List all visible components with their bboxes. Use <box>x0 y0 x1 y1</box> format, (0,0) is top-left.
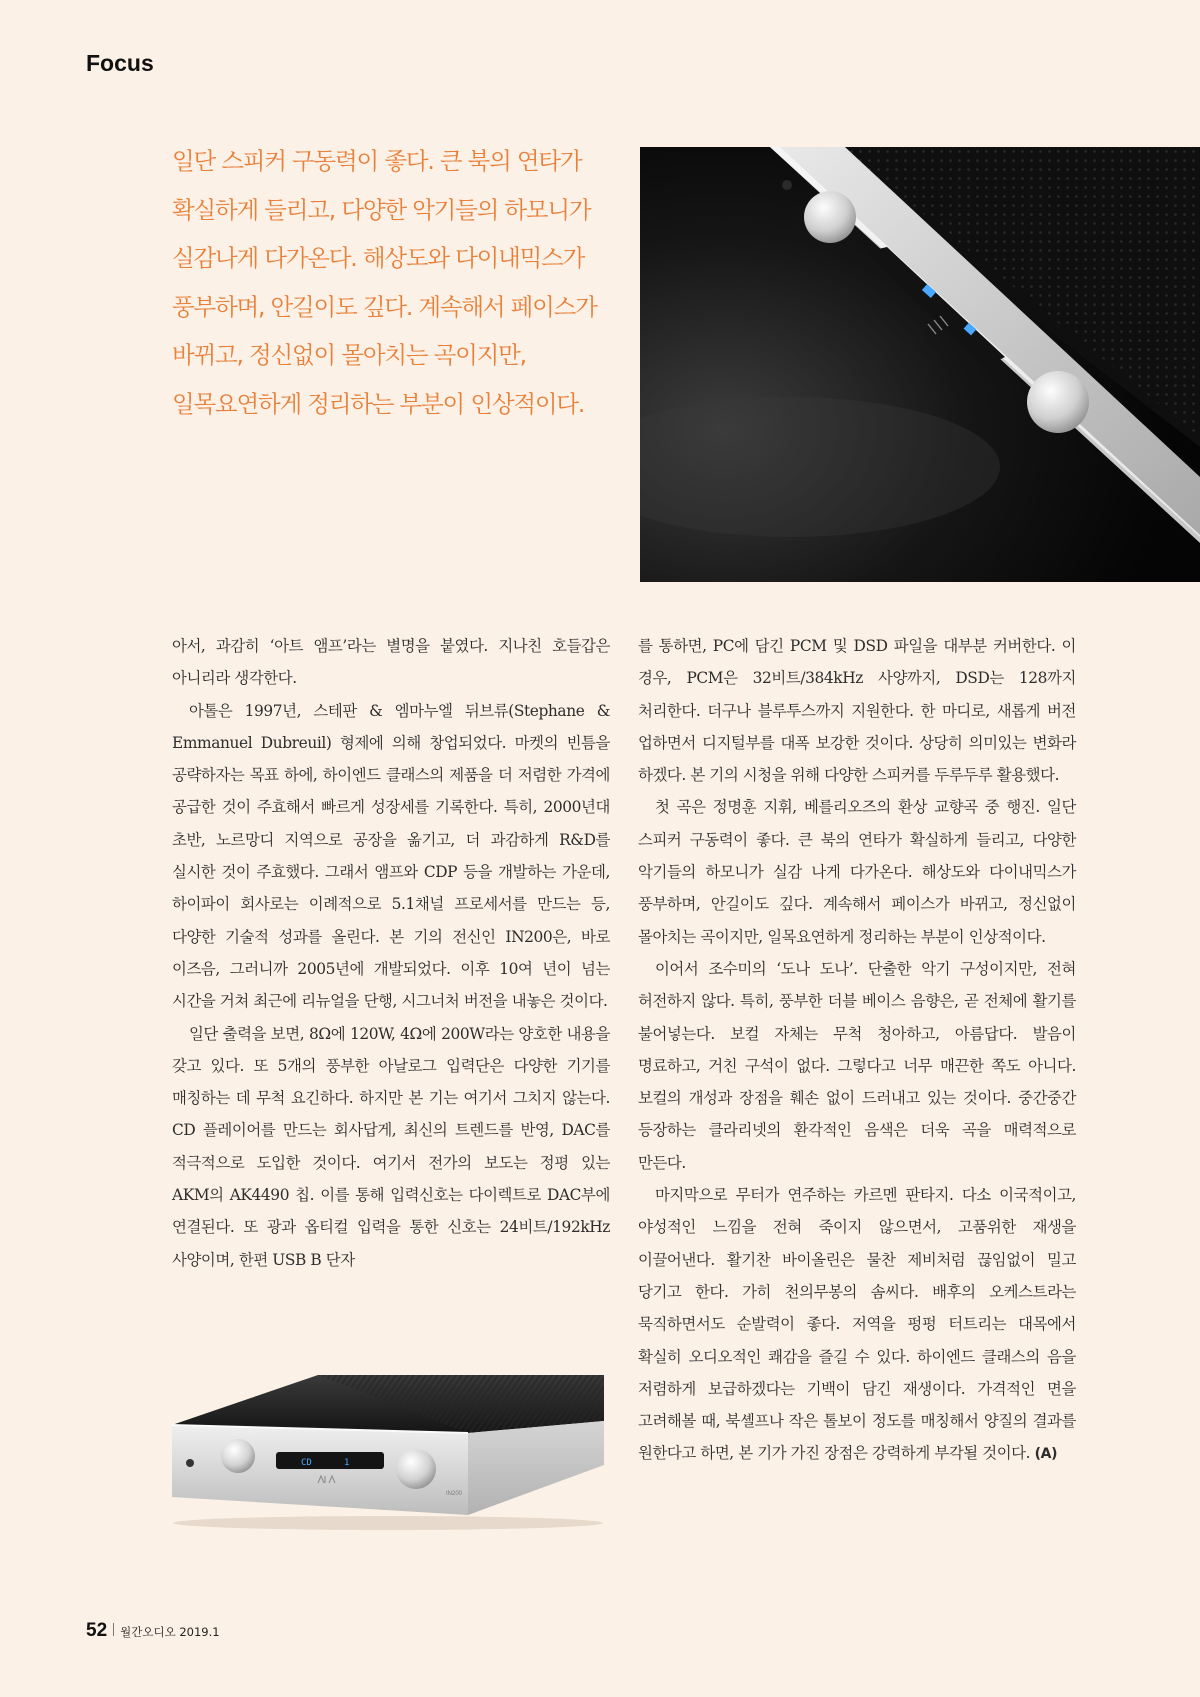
display-source-text: CD <box>301 1458 312 1468</box>
display-input-text: 1 <box>344 1458 350 1468</box>
paragraph: 이어서 조수미의 ‘도나 도나’. 단출한 악기 구성이지만, 전혀 허전하지 않다. 특히, 풍부한 더블 베이스 음향은, 곧 전체에 활기를 불어넣는다. 보컬 자체는 무척 청아하고, 아름답다. 발음이 명료하고, 거친 구석이 없다. 그렇다고 너무 매끈한 쪽도 아니다. 보컬의 개성과 장점을 훼손 없이 드러내고 있는 것이다. 중간중간 등장하는 클라리넷의 환각적인 음색은 더욱 곡을 매력적으로 만든다. <box>638 959 1076 1172</box>
amplifier-closeup-photo <box>640 147 1200 582</box>
paragraph: 첫 곡은 정명훈 지휘, 베를리오즈의 환상 교향곡 중 행진. 일단 스피커 구동력이 좋다. 큰 북의 연타가 확실하게 들리고, 다양한 악기들의 하모니가 실감 나게 다가온다. 해상도와 다이내믹스가 풍부하며, 안길이도 깊다. 계속해서 페이스가 바뀌고, 정신없이 몰아치는 곡이지만, 일목요연하게 정리하는 부분이 인상적이다. <box>638 798 1076 946</box>
amplifier-product-photo <box>168 1373 608 1533</box>
model-label: IN200 <box>446 1491 463 1497</box>
article-column-left <box>172 630 610 1276</box>
end-mark: (A) <box>1034 1446 1058 1463</box>
article-column-right <box>638 630 1076 1471</box>
section-label: Focus <box>86 50 154 76</box>
footer-divider <box>113 1623 114 1636</box>
paragraph-text: 마지막으로 무터가 연주하는 카르멘 판타지. 다소 이국적이고, 야성적인 느낌을 전혀 죽이지 않으면서, 고품위한 재생을 이끌어낸다. 활기찬 바이올린은 물찬 제비처럼 끊임없이 밀고 당기고 한다. 가히 천의무봉의 솜씨다. 배후의 오케스트라는 묵직하면서도 순발력이 좋다. 저역을 펑펑 터트리는 대목에서 확실히 오디오적인 쾌감을 즐길 수 있다. 하이엔드 클래스의 음을 저렴하게 보급하겠다는 기백이 담긴 재생이다. 가격적인 면을 고려해볼 때, 북셸프나 작은 톨보이 정도를 매칭해서 양질의 결과를 원한다고 하면, 본 기가 가진 장점은 강력하게 부각될 것이다. <box>638 1186 1076 1463</box>
paragraph: 아서, 과감히 ‘아트 앰프’라는 별명을 붙였다. 지나친 호들갑은 아니리라 생각한다. <box>172 637 610 688</box>
page-number: 52 <box>86 1620 108 1641</box>
pull-quote: 일단 스피커 구동력이 좋다. 큰 북의 연타가 확실하게 들리고, 다양한 악기들의 하모니가 실감나게 다가온다. 해상도와 다이내믹스가 풍부하며, 안길이도 깊다. 계속해서 페이스가 바뀌고, 정신없이 몰아치는 곡이지만, 일목요연하게 정리하는 부분이 인상적이다. <box>172 147 597 418</box>
page-footer <box>86 1620 220 1642</box>
paragraph: 아톨은 1997년, 스테판 & 엠마누엘 뒤브류(Stephane & Emmanuel Dubreuil) 형제에 의해 창업되었다. 마켓의 빈틈을 공략하자는 목표 하에, 하이엔드 클래스의 제품을 더 저렴한 가격에 공급한 것이 주효해서 빠르게 성장세를 기록한다. 특히, 2000년대 초반, 노르망디 지역으로 공장을 옮기고, 더 과감하게 R&D를 실시한 것이 주효했다. 그래서 앰프와 CDP 등을 개발하는 가운데, 하이파이 회사로는 이례적으로 5.1채널 프로세서를 만드는 등, 다양한 기술적 성과를 올린다. 본 기의 전신인 IN200은, 바로 이즈음, 그러니까 2005년에 개발되었다. 이후 10여 년이 넘는 시간을 거쳐 최근에 리뉴얼을 단행, 시그너처 버전을 내놓은 것이다. <box>172 701 610 1011</box>
paragraph <box>638 1179 1076 1471</box>
paragraph: 를 통하면, PC에 담긴 PCM 및 DSD 파일을 대부분 커버한다. 이 경우, PCM은 32비트/384kHz 사양까지, DSD는 128까지 처리한다. 더구나 블루투스까지 지원한다. 한 마디로, 새롭게 버전 업하면서 디지털부를 대폭 보강한 것이다. 상당히 의미있는 변화라 하겠다. 본 기의 시청을 위해 다양한 스피커를 두루두루 활용했다. <box>638 637 1076 785</box>
publication-name: 월간오디오 2019.1 <box>120 1625 220 1639</box>
paragraph: 일단 출력을 보면, 8Ω에 120W, 4Ω에 200W라는 양호한 내용을 갖고 있다. 또 5개의 풍부한 아날로그 입력단은 다양한 기기를 매칭하는 데 무척 요긴하다. 하지만 본 기는 여기서 그치지 않는다. CD 플레이어를 만드는 회사답게, 최신의 트렌드를 반영, DAC를 적극적으로 도입한 것이다. 여기서 전가의 보도는 정평 있는 AKM의 AK4490 칩. 이를 통해 입력신호는 다이렉트로 DAC부에 연결된다. 또 광과 옵티컬 입력을 통한 신호는 24비트/192kHz 사양이며, 한편 USB B 단자 <box>172 1024 610 1269</box>
